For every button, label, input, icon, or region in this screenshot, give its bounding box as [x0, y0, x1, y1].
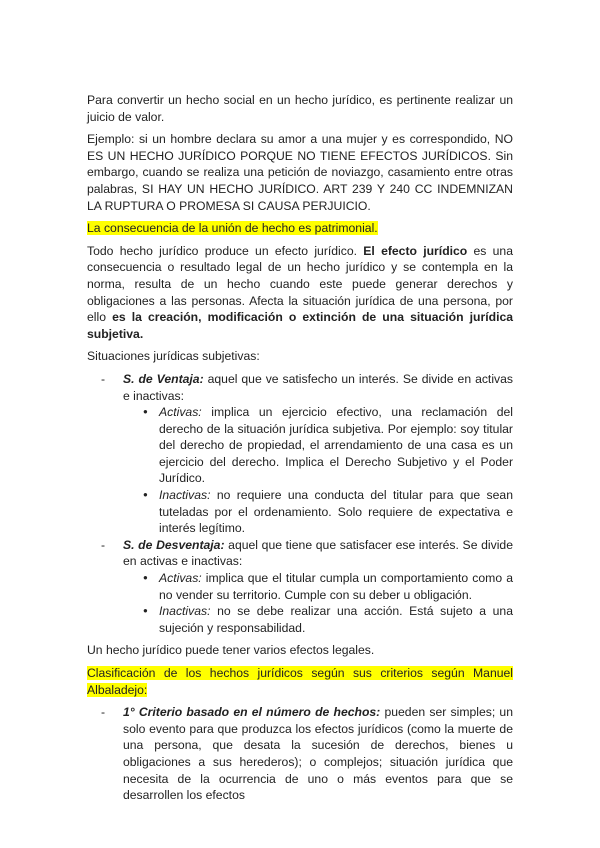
item-title: S. de Ventaja:	[123, 371, 204, 386]
item-label: Activas:	[159, 405, 202, 420]
item-text: no requiere una conducta del titular para que sean tuteladas por el ordenamiento. Solo requiere de expectativa e interés legítimo.	[159, 488, 513, 536]
highlighted-text: Clasificación de los hechos jurídicos según sus criterios según Manuel Albaladejo:	[87, 666, 513, 697]
paragraph-situaciones-heading: Situaciones jurídicas subjetivas:	[87, 349, 260, 364]
paragraph-intro: Para convertir un hecho social en un hecho jurídico, es pertinente realizar un juicio de valor.	[87, 93, 513, 124]
bold-text: El efecto jurídico	[363, 243, 468, 258]
desventaja-sublist	[123, 570, 513, 636]
item-text: implica que el titular cumpla un comportamiento como a no vender su territorio. Cumple con su deber u obligación.	[159, 571, 513, 602]
text-run: es una consecuencia o resultado legal de un hecho jurídico y se contempla en la norma, resulta de un hecho cuando este puede generar derechos y obligaciones a las personas. Afecta la situación jurídica de una persona, por ello	[87, 243, 513, 325]
list-item-ventaja	[87, 371, 513, 537]
text-run: Todo hecho jurídico produce un efecto jurídico.	[87, 243, 364, 258]
list-item	[123, 404, 513, 487]
paragraph-clasificacion	[87, 665, 513, 698]
item-label: Activas:	[159, 571, 202, 586]
criterios-list	[87, 704, 513, 804]
paragraph-efectos-legales: Un hecho jurídico puede tener varios efectos legales.	[87, 643, 375, 658]
item-text: aquel que tiene que satisfacer ese interés. Se divide en activas e inactivas:	[123, 537, 513, 569]
list-item	[123, 570, 513, 603]
list-item	[123, 603, 513, 636]
item-label: Inactivas:	[159, 604, 211, 619]
situaciones-list	[87, 371, 513, 637]
ventaja-sublist	[123, 404, 513, 537]
paragraph-efecto-juridico	[87, 243, 513, 343]
item-title: 1° Criterio basado en el número de hechos:	[123, 705, 381, 720]
document-body	[87, 92, 513, 810]
highlighted-text: La consecuencia de la unión de hecho es patrimonial.	[87, 221, 378, 236]
item-label: Inactivas:	[159, 488, 211, 503]
list-item	[123, 487, 513, 537]
item-text: pueden ser simples; un solo evento para que produzca los efectos jurídicos (como la muerte de una persona, que desata la sucesión de derechos, bienes u obligaciones a sus herederos); o complejos; situación jurídica que necesita de la ocurrencia de uno o más eventos para que se desarrollen los efectos	[123, 705, 513, 803]
item-text: no se debe realizar una acción. Está sujeto a una sujeción y responsabilidad.	[159, 604, 513, 635]
item-text: aquel que ve satisfecho un interés. Se divide en activas e inactivas:	[123, 371, 513, 403]
item-text: implica un ejercicio efectivo, una reclamación del derecho de la situación jurídica subjetiva. Por ejemplo: soy titular del derecho de propiedad, el arrendamiento de una casa es un ejercicio del derecho. Implica el Derecho Subjetivo y el Poder Jurídico.	[159, 405, 513, 486]
list-item-criterio-1	[87, 704, 513, 804]
bold-text: es la creación, modificación o extinción de una situación jurídica subjetiva.	[87, 310, 514, 341]
list-item-desventaja	[87, 537, 513, 637]
paragraph-example: Ejemplo: si un hombre declara su amor a una mujer y es correspondido, NO ES UN HECHO JURÍDICO PORQUE NO TIENE EFECTOS JURÍDICOS. Sin embargo, cuando se realiza una petición de noviazgo, casamiento entre otras palabras, SI HAY UN HECHO JURÍDICO. ART 239 Y 240 CC INDEMNIZAN LA RUPTURA O PROMESA SI CAUSA PERJUICIO.	[87, 132, 513, 213]
paragraph-patrimonial	[87, 220, 513, 237]
item-title: S. de Desventaja:	[123, 537, 225, 552]
